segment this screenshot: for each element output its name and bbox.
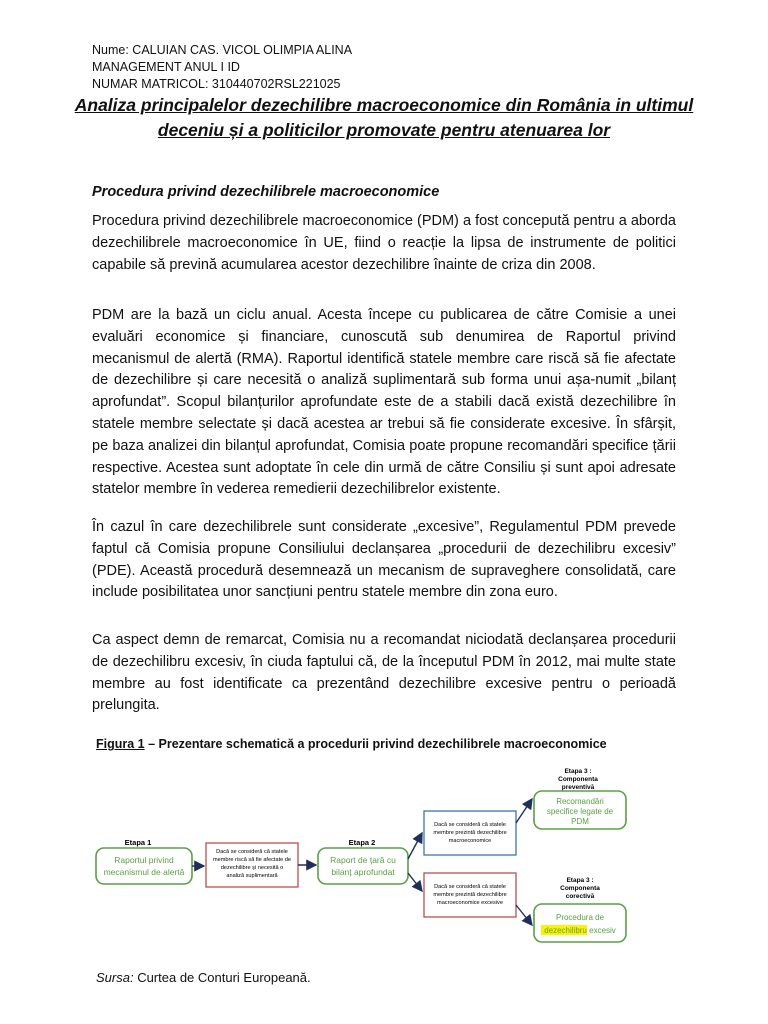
- paragraph-3: În cazul în care dezechilibrele sunt considerate „excesive”, Regulamentul PDM prevede faptul că Comisia propune Consiliului declanșarea „procedurii de dezechilibru excesiv” (PDE). Această procedură desemnează un mecanism de supraveghere consolidată, care include posibilitatea unor sancțiuni pentru statele membre din zona euro.: [92, 519, 676, 601]
- box-bilant: [318, 848, 408, 884]
- section-heading: Procedura privind dezechilibrele macroeconomice: [92, 184, 440, 200]
- source-label: Sursa:: [96, 970, 134, 985]
- etapa3b-l1: Etapa 3 :: [566, 877, 594, 884]
- etapa3a-l2: Componenta: [558, 776, 598, 783]
- box-rma: [96, 848, 192, 884]
- cond2-l2: membre prezintă dezechilibre: [433, 830, 507, 836]
- arrow-6: [516, 905, 532, 925]
- student-header: [92, 42, 352, 93]
- etapa1-label: Etapa 1: [124, 838, 152, 847]
- student-name: Nume: CALUIAN CAS. VICOL OLIMPIA ALINA: [92, 43, 353, 57]
- etapa3b-l3: corectivă: [565, 893, 595, 900]
- paragraph-1: Procedura privind dezechilibrele macroeconomice (PDM) a fost concepută pentru a aborda dezechilibrele macroeconomice în UE, fiind o reacție la lipsa de instrumente de politici capabile să prevină acumularea acestor dezechilibre înainte de criza din 2008.: [92, 213, 676, 273]
- etapa2-label: Etapa 2: [348, 838, 376, 847]
- box-rma-l2: mecanismul de alertă: [103, 867, 185, 877]
- source-note: [96, 970, 311, 985]
- cond1-l2: membre riscă să fie afectate de: [212, 857, 292, 863]
- box-bilant-l1: Raport de țară cu: [330, 855, 396, 865]
- figure-caption: [96, 737, 607, 751]
- cond3-l3: macroeconomice excesive: [437, 900, 503, 906]
- pdm-flow-diagram: [90, 755, 650, 970]
- box-bilant-l2: bilanț aprofundat: [331, 867, 395, 877]
- box-recomandari-l1: Recomandări: [556, 797, 604, 806]
- cond2-l1: Dacă se consideră că statele: [434, 822, 506, 828]
- etapa3a-l1: Etapa 3 :: [564, 768, 592, 775]
- etapa3b-l2: Componenta: [560, 885, 600, 892]
- arrow-4: [408, 873, 422, 891]
- arrow-5: [516, 799, 532, 823]
- paragraph-2: PDM are la bază un ciclu anual. Acesta începe cu publicarea de către Comisie a unei evaluări economice și financiare, cunoscută sub denumirea de Raportul privind mecanismul de alertă (RMA). Raportul identifică statele membre care riscă să fie afectate de dezechilibre și care necesită o analiză suplimentară sub forma unui așa-numit „bilanț aprofundat”. Scopul bilanțurilor aprofundate este de a stabili dacă există dezechilibre în statele membre selectate și dacă acestea ar trebui să fie considerate excesive. În sfârșit, pe baza analizei din bilanțul aprofundat, Comisia poate propune recomandări specifice țării respective. Acestea sunt adoptate în cele din urmă de către Consiliu și sunt apoi adresate statelor membre în vederea remedierii dezechilibrelor existente.: [92, 307, 676, 498]
- cond1-l3: dezechilibre și necesită o: [220, 865, 284, 871]
- cond3-l2: membre prezintă dezechilibre: [433, 892, 507, 898]
- source-text: Curtea de Conturi Europeană.: [133, 970, 311, 985]
- cond2-l3: macroeconomice: [448, 838, 492, 844]
- arrow-3: [408, 833, 422, 859]
- cond3-l1: Dacă se consideră că statele: [434, 884, 506, 890]
- box-pde-l1: Procedura de: [555, 913, 605, 922]
- etapa3a-l3: preventivă: [561, 784, 595, 791]
- box-pde-rest: excesiv: [586, 926, 616, 935]
- figure-caption-text: – Prezentare schematică a procedurii privind dezechilibrele macroeconomice: [144, 737, 607, 751]
- box-recomandari-l2: specifice legate de: [546, 807, 614, 816]
- box-rma-l1: Raportul privind: [114, 855, 174, 865]
- box-pde: [534, 904, 626, 942]
- document-title: Analiza principalelor dezechilibre macroeconomice din România in ultimul deceniu și a politicilor promovate pentru atenuarea lor: [74, 95, 694, 140]
- matricol-line: NUMAR MATRICOL: 310440702RSL221025: [92, 77, 341, 91]
- paragraph-4: Ca aspect demn de remarcat, Comisia nu a recomandat niciodată declanșarea procedurii de dezechilibru excesiv, în ciuda faptului că, de la începutul PDM în 2012, mai multe state membre au fost identificate ca prezentând dezechilibre excesive pentru o perioadă prelungita.: [92, 632, 676, 714]
- cond1-l4: analiză suplimentară: [226, 873, 278, 879]
- cond1-l1: Dacă se consideră că statele: [216, 849, 288, 855]
- box-pde-l2: [544, 926, 616, 935]
- box-recomandari-l3: PDM: [571, 817, 589, 826]
- box-pde-highlight: dezechilibru: [544, 926, 587, 935]
- program-line: MANAGEMENT ANUL I ID: [92, 60, 240, 74]
- figure-label: Figura 1: [96, 737, 145, 751]
